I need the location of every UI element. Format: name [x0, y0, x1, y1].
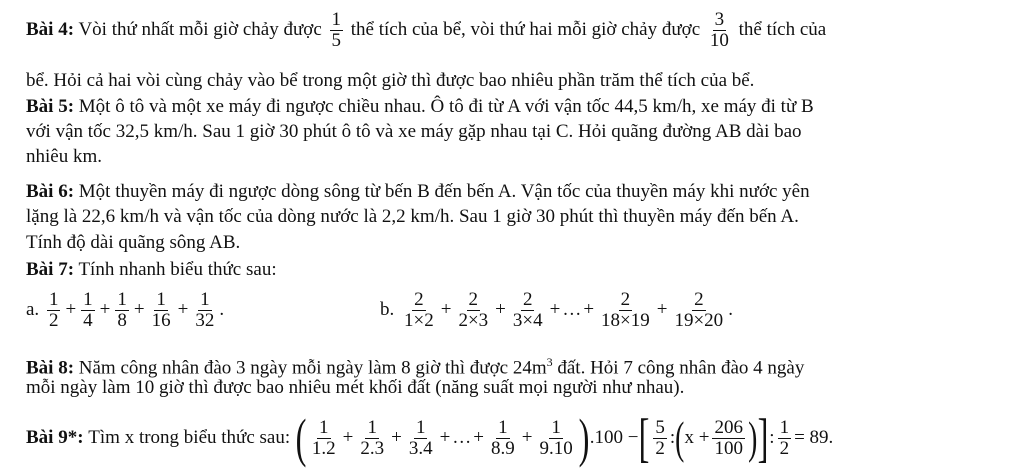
- bai7-part-b: b. $\frac{2}{1\times 2}$ + $\frac{2}{2\times 3}$ + $\frac{2}{3\times 4}$ + … + $\frac{2}{18\times 19}$ + $\frac{2}{19\times 20}$ .: [380, 289, 733, 331]
- bai5-line1: Bài 5: Một ô tô và một xe máy đi ngược chiều nhau. Ô tô đi từ A với vận tốc 44,5 km/h, xe máy đi từ B: [26, 96, 814, 117]
- bai7-part-a: a. $\frac{1}{2}$ + $\frac{1}{4}$ + $\frac{1}{8}$ + $\frac{1}{16}$ + $\frac{1}{32}$ .: [26, 289, 225, 331]
- bai9-label: Bài 9*:: [26, 427, 84, 448]
- bai4-line2: bể. Hỏi cả hai vòi cùng chảy vào bể trong một giờ thì được bao nhiêu phần trăm thể tích của bể.: [26, 70, 755, 91]
- bai7-a-frac-1: $\frac{1}{2}$: [48, 289, 59, 331]
- bai4-fraction-3-10: $\frac{3}{10}$: [709, 9, 729, 51]
- bai7-b-frac-4: $\frac{2}{18\times 19}$: [601, 289, 650, 331]
- bai7-label: Bài 7:: [26, 259, 75, 280]
- bai4-fraction-1-5: $\frac{1}{5}$: [331, 9, 342, 51]
- bai7-b-frac-2: $\frac{2}{2\times 3}$: [458, 289, 489, 331]
- bai8-label: Bài 8:: [26, 357, 75, 379]
- bai6-line3: Tính độ dài quãng sông AB.: [26, 232, 241, 253]
- bai8-line1: Bài 8: Năm công nhân đào 3 ngày mỗi ngày làm 8 giờ thì được $24m^3$ đất. Hỏi 7 công nhân đào 4 ngày: [26, 355, 805, 379]
- bai7-b-frac-5: $\frac{2}{19\times 20}$: [674, 289, 724, 331]
- bai6-line1: Bài 6: Một thuyền máy đi ngược dòng sông từ bến B đến bến A. Vận tốc của thuyền máy khi nước yên: [26, 181, 810, 202]
- bai7-b-label: b.: [380, 298, 395, 320]
- bai7-b-frac-1: $\frac{2}{1\times 2}$: [404, 289, 434, 331]
- bai9-frac-1-2: $\frac{1}{2}$: [779, 416, 790, 459]
- bai7-a-label: a.: [26, 298, 40, 320]
- bai5-line3: nhiêu km.: [26, 146, 102, 167]
- bai9-frac-5-2: $\frac{5}{2}$: [655, 416, 665, 459]
- bai6-line2: lặng là 22,6 km/h và vận tốc của dòng nước là 2,2 km/h. Sau 1 giờ 30 phút thì thuyền máy đến bến A.: [26, 206, 799, 227]
- bai4-text3: thể tích của: [738, 18, 827, 40]
- bai9-line: Bài 9*: Tìm x trong biểu thức sau: ( $\frac{1}{1.2}$ + $\frac{1}{2.3}$ + $\frac{1}{3.4}$ + … + $\frac{1}{8.9}$ + $\frac{1}{9.10}$ ) .100 − [ $\frac{5}{2}$ : ( x + $\frac{206}{100}$ ) ] : $\frac{1}{2}$ = 89.: [26, 408, 834, 468]
- bai7-a-frac-5: $\frac{1}{32}$: [195, 289, 215, 331]
- bai7-a-frac-4: $\frac{1}{16}$: [151, 289, 171, 331]
- bai7-a-frac-3: $\frac{1}{8}$: [117, 289, 127, 331]
- bai9-frac-2: $\frac{1}{2.3}$: [360, 416, 385, 459]
- bai8-line2: mỗi ngày làm 10 giờ thì được bao nhiêu mét khối đất (năng suất mọi người như nhau).: [26, 377, 685, 398]
- bai9-frac-3: $\frac{1}{3.4}$: [408, 416, 433, 459]
- bai7-b-frac-3: $\frac{2}{3\times 4}$: [512, 289, 543, 331]
- bai5-line2: với vận tốc 32,5 km/h. Sau 1 giờ 30 phút ô tô và xe máy gặp nhau tại C. Hỏi quãng đường AB dài bao: [26, 121, 802, 142]
- bai4-text1: Vòi thứ nhất mỗi giờ chảy được: [78, 18, 322, 40]
- bai9-frac-206-100: $\frac{206}{100}$: [714, 416, 743, 459]
- bai9-frac-4: $\frac{1}{8.9}$: [491, 416, 515, 459]
- bai5-label: Bài 5:: [26, 96, 75, 117]
- bai6-label: Bài 6:: [26, 181, 75, 202]
- bai7-a-frac-2: $\frac{1}{4}$: [83, 289, 93, 331]
- bai7-line1: Bài 7: Tính nhanh biểu thức sau:: [26, 259, 277, 280]
- bai9-frac-5: $\frac{1}{9.10}$: [539, 416, 573, 459]
- bai4-label: Bài 4:: [26, 18, 75, 40]
- bai9-frac-1: $\frac{1}{1.2}$: [311, 416, 336, 459]
- bai4-text2: thể tích của bể, vòi thứ hai mỗi giờ chảy được: [350, 18, 701, 40]
- bai4-line1: [26, 10, 826, 51]
